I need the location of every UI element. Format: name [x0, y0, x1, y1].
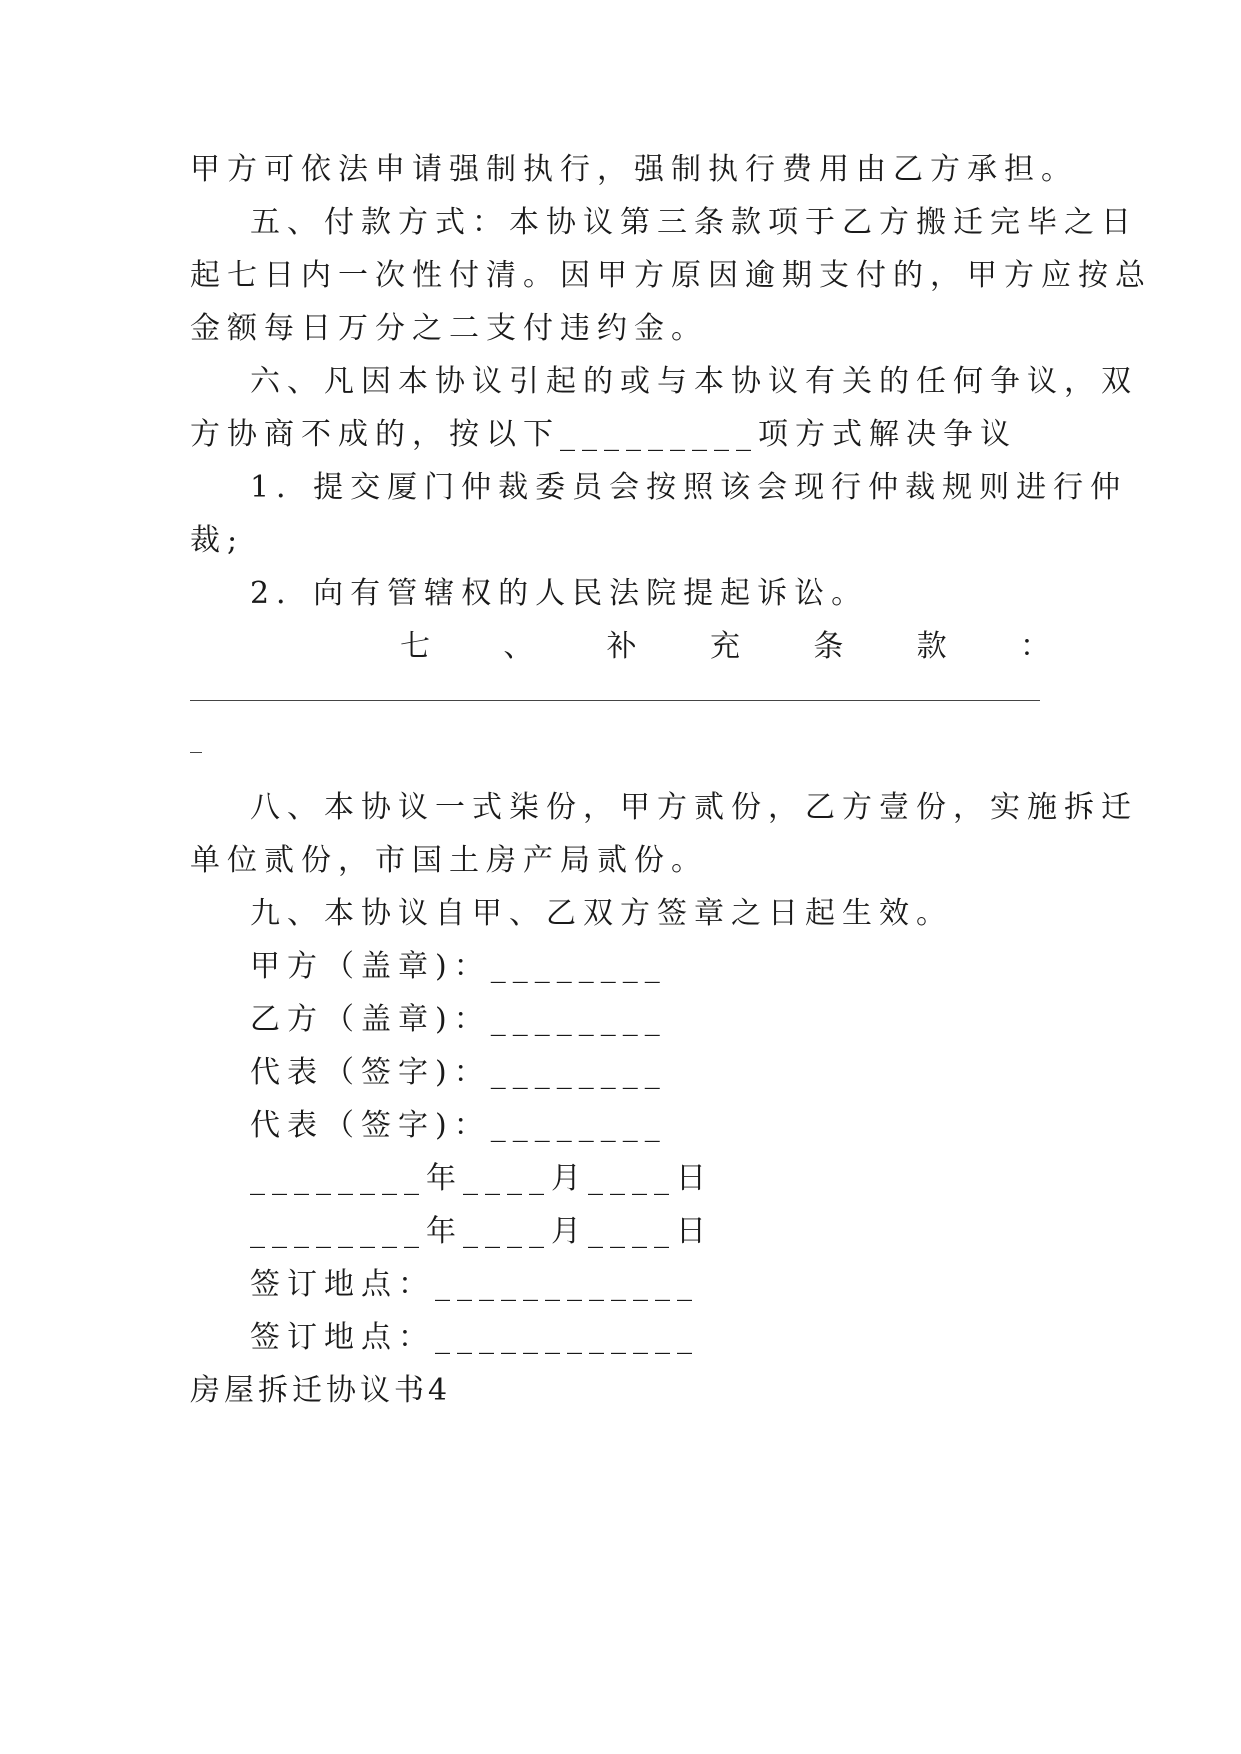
clause-char: ：: [1019, 629, 1050, 664]
list-item: 2．向有管辖权的人民法院提起诉讼。: [250, 576, 869, 611]
paragraph-line: 方协商不成的，按以下_________项方式解决争议: [190, 417, 1017, 452]
clause-char: 款: [916, 629, 947, 664]
blank-fill-line: [190, 700, 1040, 701]
location-field: 签订地点：____________: [250, 1267, 699, 1302]
paragraph-line: 六、凡因本协议引起的或与本协议有关的任何争议，双: [250, 364, 1138, 399]
date-field: ________年____月____日: [250, 1214, 713, 1249]
paragraph-line: 裁;: [190, 523, 245, 558]
paragraph-line: 五、付款方式：本协议第三条款项于乙方搬迁完毕之日: [250, 205, 1138, 240]
signature-field: 代表（签字)：________: [250, 1055, 667, 1090]
paragraph-line: 单位贰份，市国土房产局贰份。: [190, 843, 708, 878]
section-title: 房屋拆迁协议书4: [190, 1373, 452, 1408]
paragraph-line: 金额每日万分之二支付违约金。: [190, 311, 708, 346]
clause-char: 补: [606, 629, 637, 664]
clause-char: 七: [400, 629, 430, 664]
clause-char: 、: [503, 629, 534, 664]
clause-char: 充: [709, 629, 740, 664]
location-field: 签订地点：____________: [250, 1320, 699, 1355]
signature-field: 乙方（盖章)：________: [250, 1002, 667, 1037]
signature-field: 甲方（盖章)：________: [250, 949, 667, 984]
clause-heading: [400, 627, 1050, 667]
paragraph-line: 甲方可依法申请强制执行，强制执行费用由乙方承担。: [190, 152, 1078, 187]
clause-char: 条: [813, 629, 844, 664]
date-field: ________年____月____日: [250, 1161, 713, 1196]
blank-fill-line-end: [190, 752, 202, 753]
signature-field: 代表（签字)：________: [250, 1108, 667, 1143]
list-item: 1．提交厦门仲裁委员会按照该会现行仲裁规则进行仲: [250, 470, 1128, 505]
paragraph-line: 起七日内一次性付清。因甲方原因逾期支付的，甲方应按总: [190, 258, 1152, 293]
paragraph-line: 八、本协议一式柒份，甲方贰份，乙方壹份，实施拆迁: [250, 790, 1138, 825]
paragraph-line: 九、本协议自甲、乙双方签章之日起生效。: [250, 896, 953, 931]
